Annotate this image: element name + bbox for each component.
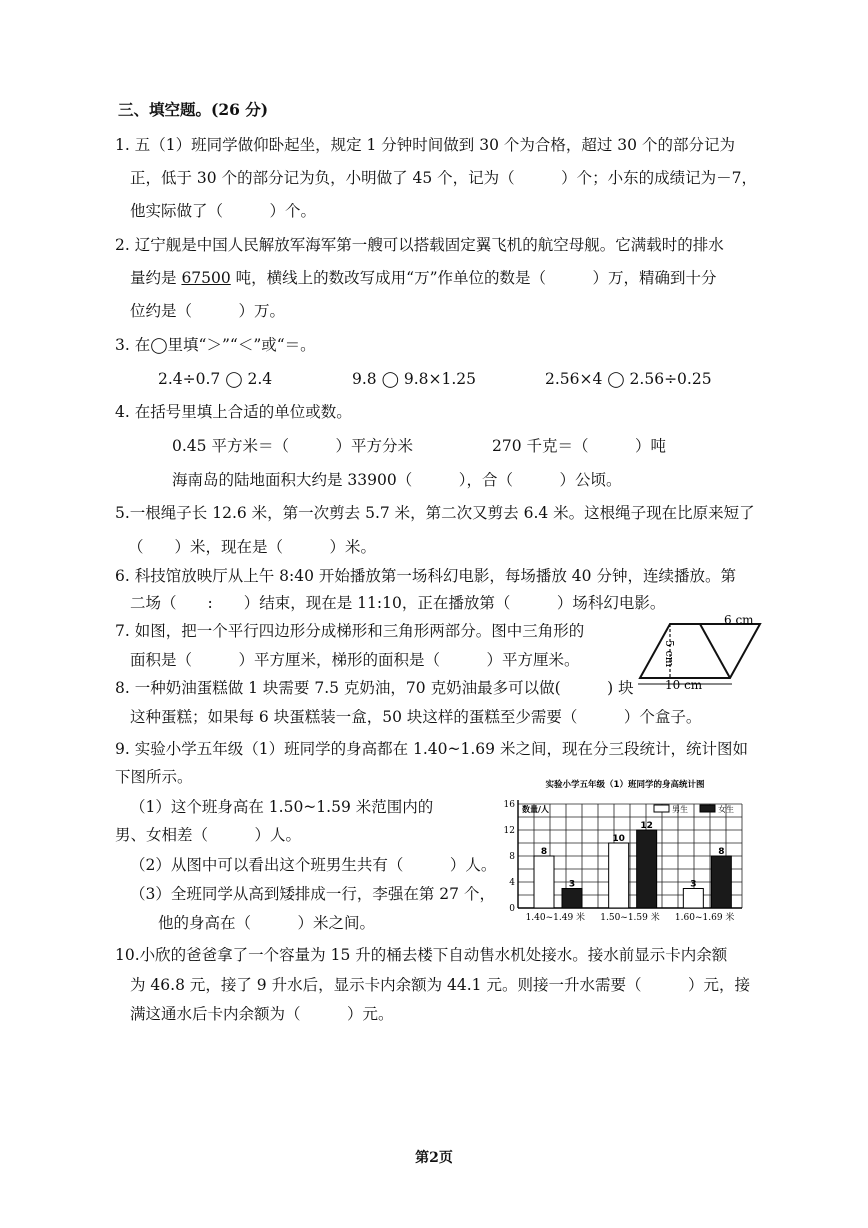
bar-data-label: 8: [540, 847, 548, 857]
q7-line1: 7. 如图，把一个平行四边形分成梯形和三角形两部分。图中三角形的: [115, 622, 585, 640]
bar: [711, 856, 731, 908]
label-bottom: 10 cm: [665, 678, 703, 692]
q10-line2: 为 46.8 元，接了 9 升水后，显示卡内余额为 44.1 元。则接一升水需要（ ）元，接: [130, 976, 750, 994]
q2-line2: [130, 268, 717, 288]
y-tick-label: 12: [503, 826, 515, 836]
q2-line2-prefix: 量约是: [130, 269, 182, 287]
legend-label: 男生: [672, 805, 688, 814]
section-title: 三、填空题。(26 分): [118, 100, 269, 119]
x-tick-label: 1.50~1.59 米: [600, 913, 660, 923]
q5-line1: 5.一根绳子长 12.6 米，第一次剪去 5.7 米，第二次又剪去 6.4 米。这根绳子现在比原来短了: [115, 504, 755, 522]
q4-item-c: 海南岛的陆地面积大约是 33900（ ），合（ ）公顷。: [172, 471, 622, 489]
q2-underlined-number: 67500: [181, 269, 231, 287]
bar: [683, 889, 703, 909]
x-tick-label: 1.40~1.49 米: [525, 913, 586, 923]
q6-line2: 二场（ : ）结束，现在是 11:10，正在播放第（ ）场科幻电影。: [130, 594, 666, 612]
q9-sub3-b: 他的身高在（ ）米之间。: [158, 914, 376, 932]
q10-line3: 满这通水后卡内余额为（ ）元。: [130, 1005, 394, 1023]
parallelogram-shape: [640, 624, 760, 678]
y-tick-label: 8: [509, 852, 515, 862]
q3-prompt: 3. 在◯里填“＞”“＜”或“＝。: [115, 336, 316, 354]
q5-line2: （ ）米，现在是（ ）米。: [128, 538, 377, 556]
q2-line3: 位约是（ ）万。: [130, 302, 286, 320]
q4-item-b: 270 千克＝（ ）吨: [492, 437, 667, 455]
q9-sub2: （2）从图中可以看出这个班男生共有（ ）人。: [130, 856, 497, 874]
divider-line: [700, 624, 730, 678]
bar-data-label: 10: [612, 834, 625, 844]
y-tick-label: 0: [509, 904, 515, 914]
q3-compare-3: 2.56×4 ◯ 2.56÷0.25: [545, 370, 712, 388]
q2-line1: 2. 辽宁舰是中国人民解放军海军第一艘可以搭载固定翼飞机的航空母舰。它满载时的排水: [115, 236, 724, 254]
legend-swatch: [654, 805, 669, 812]
label-height: 5 cm: [663, 640, 676, 668]
bar-data-label: 12: [640, 821, 653, 831]
chart-title: 实验小学五年级（1）班同学的身高统计图: [545, 780, 705, 790]
parallelogram-figure: [620, 612, 780, 692]
q2-line2-suffix: 吨，横线上的数改写成用“万”作单位的数是（ ）万，精确到十分: [230, 269, 717, 287]
x-tick-label: 1.60~1.69 米: [674, 913, 735, 923]
bar-data-label: 3: [690, 879, 697, 890]
q8-line1: 8. 一种奶油蛋糕做 1 块需要 7.5 克奶油，70 克奶油最多可以做( ) 块: [115, 679, 634, 697]
q10-line1: 10.小欣的爸爸拿了一个容量为 15 升的桶去楼下自动售水机处接水。接水前显示卡内余额: [115, 946, 728, 964]
q9-line2: 下图所示。: [115, 768, 193, 786]
page-number: 第2页: [415, 1150, 453, 1166]
height-bar-chart: [500, 776, 750, 928]
bar: [562, 889, 582, 909]
bar: [609, 843, 629, 908]
q1-line2: 正，低于 30 个的部分记为负，小明做了 45 个，记为（ ）个；小东的成绩记为－7，: [130, 169, 758, 187]
q4-item-a: 0.45 平方米＝（ ）平方分米: [172, 437, 413, 455]
bar-data-label: 3: [568, 879, 576, 890]
bar: [637, 830, 657, 908]
q7-line2: 面积是（ ）平方厘米，梯形的面积是（ ）平方厘米。: [130, 651, 580, 669]
legend-label: 女生: [718, 805, 734, 814]
q4-prompt: 4. 在括号里填上合适的单位或数。: [115, 403, 352, 421]
q3-compare-2: 9.8 ◯ 9.8×1.25: [352, 370, 476, 388]
q9-line1: 9. 实验小学五年级（1）班同学的身高都在 1.40~1.69 米之间，现在分三段统计，统计图如: [115, 740, 748, 758]
q9-sub3-a: （3）全班同学从高到矮排成一行，李强在第 27 个，: [130, 885, 495, 903]
q1-line3: 他实际做了（ ）个。: [130, 202, 317, 220]
q6-line1: 6. 科技馆放映厅从上午 8:40 开始播放第一场科幻电影，每场播放 40 分钟，连续播放。第: [115, 567, 736, 585]
bar-data-label: 8: [718, 847, 725, 857]
y-tick-label: 16: [503, 800, 515, 810]
bar: [534, 856, 554, 908]
q3-compare-1: 2.4÷0.7 ◯ 2.4: [158, 370, 273, 388]
label-top: 6 cm: [724, 613, 754, 627]
legend-swatch: [700, 805, 715, 812]
q9-sub1-a: （1）这个班身高在 1.50~1.59 米范围内的: [130, 798, 434, 816]
y-axis-label: 数量/人: [522, 805, 549, 814]
y-tick-label: 4: [509, 878, 515, 888]
q8-line2: 这种蛋糕；如果每 6 块蛋糕装一盒，50 块这样的蛋糕至少需要（ ）个盒子。: [130, 708, 702, 726]
q9-sub1-b: 男、女相差（ ）人。: [115, 826, 302, 844]
q1-line1: 1. 五（1）班同学做仰卧起坐，规定 1 分钟时间做到 30 个为合格，超过 30 个的部分记为: [115, 136, 735, 154]
